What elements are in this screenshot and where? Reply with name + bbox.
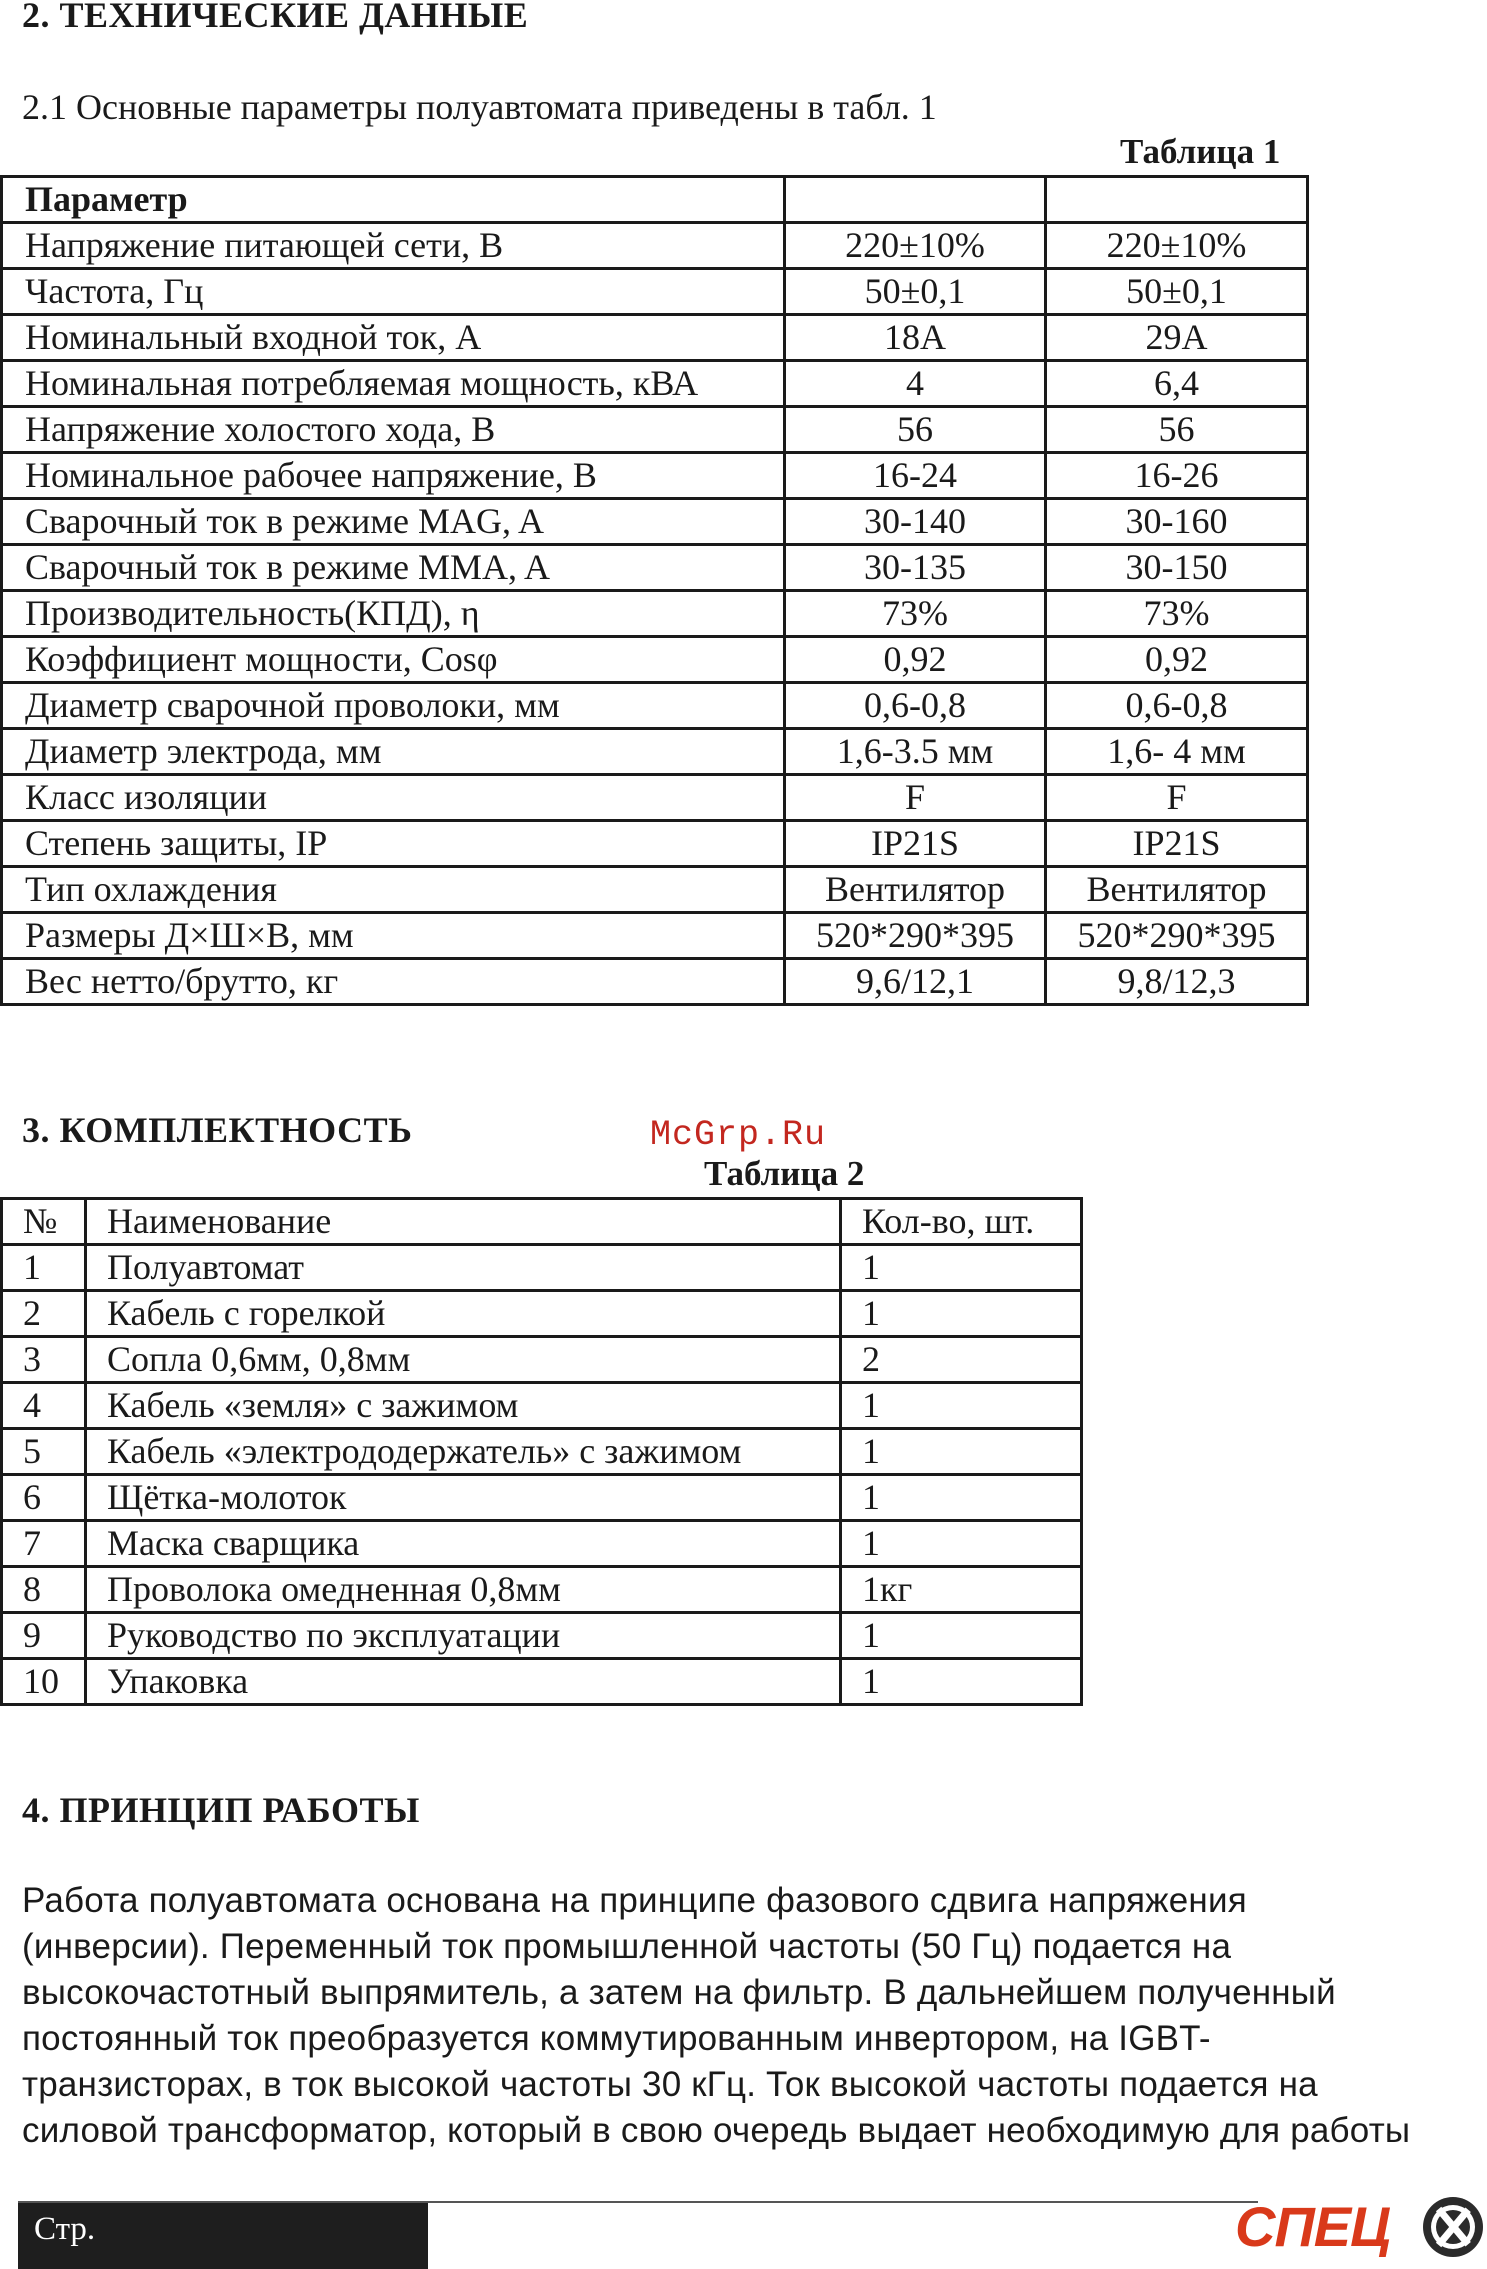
parameter-value: IP21S: [785, 821, 1046, 867]
table-row: [2, 683, 1308, 729]
parameter-name: Диаметр сварочной проволоки, мм: [2, 683, 785, 729]
parameter-name: Номинальная потребляемая мощность, кВА: [2, 361, 785, 407]
table-row: [2, 913, 1308, 959]
parameter-value: 16-26: [1046, 453, 1308, 499]
table-row: [2, 407, 1308, 453]
parameter-value: 0,6-0,8: [785, 683, 1046, 729]
table-header-row: [2, 1199, 1082, 1245]
header-cell: №: [2, 1199, 86, 1245]
item-name: Проволока омедненная 0,8мм: [86, 1567, 841, 1613]
parameter-value: 220±10%: [1046, 223, 1308, 269]
item-number: 1: [2, 1245, 86, 1291]
parameter-name: Класс изоляции: [2, 775, 785, 821]
item-name: Кабель «земля» с зажимом: [86, 1383, 841, 1429]
table-row: [2, 361, 1308, 407]
item-quantity: 1: [841, 1659, 1082, 1705]
header-cell: [1046, 177, 1308, 223]
parameter-name: Сварочный ток в режиме MAG, A: [2, 499, 785, 545]
parameter-value: 9,8/12,3: [1046, 959, 1308, 1005]
table-row: [2, 959, 1308, 1005]
wrench-gear-icon: [1420, 2194, 1486, 2260]
parameter-value: 520*290*395: [785, 913, 1046, 959]
technical-data-table: [0, 175, 1309, 1006]
section-3-title: 3. КОМПЛЕКТНОСТЬ: [22, 1110, 413, 1150]
table-row: [2, 499, 1308, 545]
parameter-value: IP21S: [1046, 821, 1308, 867]
parameter-value: 6,4: [1046, 361, 1308, 407]
table-row: [2, 867, 1308, 913]
parameter-value: 56: [785, 407, 1046, 453]
parameter-name: Размеры Д×Ш×В, мм: [2, 913, 785, 959]
parameter-name: Номинальный входной ток, А: [2, 315, 785, 361]
table-row: [2, 591, 1308, 637]
table-row: [2, 637, 1308, 683]
item-quantity: 1: [841, 1383, 1082, 1429]
parameter-value: 30-135: [785, 545, 1046, 591]
item-number: 5: [2, 1429, 86, 1475]
item-quantity: 1: [841, 1521, 1082, 1567]
item-name: Маска сварщика: [86, 1521, 841, 1567]
table-2-caption: Таблица 2: [704, 1154, 865, 1193]
brand-logo-text: СПЕЦ: [1235, 2195, 1390, 2258]
item-quantity: 2: [841, 1337, 1082, 1383]
parameter-name: Частота, Гц: [2, 269, 785, 315]
item-quantity: 1: [841, 1613, 1082, 1659]
parameter-value: 18А: [785, 315, 1046, 361]
table-row: [2, 1659, 1082, 1705]
parameter-value: 1,6- 4 мм: [1046, 729, 1308, 775]
item-name: Упаковка: [86, 1659, 841, 1705]
table-row: [2, 1337, 1082, 1383]
parameter-name: Напряжение холостого хода, В: [2, 407, 785, 453]
item-number: 2: [2, 1291, 86, 1337]
paragraph-line: транзисторах, в ток высокой частоты 30 кГц. Ток высокой частоты подается на: [22, 2065, 1318, 2104]
parameter-value: 520*290*395: [1046, 913, 1308, 959]
parameter-value: 50±0,1: [785, 269, 1046, 315]
parameter-name: Номинальное рабочее напряжение, В: [2, 453, 785, 499]
item-number: 3: [2, 1337, 86, 1383]
parameter-value: 56: [1046, 407, 1308, 453]
table-row: [2, 545, 1308, 591]
paragraph-line: силовой трансформатор, который в свою очередь выдает необходимую для работы: [22, 2111, 1411, 2150]
section-2-intro: 2.1 Основные параметры полуавтомата приведены в табл. 1: [22, 87, 937, 127]
item-quantity: 1кг: [841, 1567, 1082, 1613]
table-row: [2, 1475, 1082, 1521]
parameter-value: 30-150: [1046, 545, 1308, 591]
parameter-value: 0,92: [785, 637, 1046, 683]
item-number: 7: [2, 1521, 86, 1567]
item-number: 6: [2, 1475, 86, 1521]
table-row: [2, 1567, 1082, 1613]
parameter-value: Вентилятор: [1046, 867, 1308, 913]
parameter-name: Коэффициент мощности, Cosφ: [2, 637, 785, 683]
page-label: Стр.: [34, 2211, 96, 2247]
parameter-value: 50±0,1: [1046, 269, 1308, 315]
table-row: [2, 1521, 1082, 1567]
item-name: Руководство по эксплуатации: [86, 1613, 841, 1659]
item-name: Кабель «электрододержатель» с зажимом: [86, 1429, 841, 1475]
table-1-caption: Таблица 1: [1120, 132, 1281, 171]
item-quantity: 1: [841, 1245, 1082, 1291]
table-row: [2, 821, 1308, 867]
header-cell: Кол-во, шт.: [841, 1199, 1082, 1245]
paragraph-line: (инверсии). Переменный ток промышленной частоты (50 Гц) подается на: [22, 1927, 1232, 1966]
parameter-value: 9,6/12,1: [785, 959, 1046, 1005]
header-cell: Параметр: [2, 177, 785, 223]
table-row: [2, 775, 1308, 821]
parameter-name: Вес нетто/брутто, кг: [2, 959, 785, 1005]
parameter-value: 73%: [1046, 591, 1308, 637]
parameter-name: Напряжение питающей сети, В: [2, 223, 785, 269]
parameter-name: Производительность(КПД), η: [2, 591, 785, 637]
table-row: [2, 1383, 1082, 1429]
table-row: [2, 223, 1308, 269]
brand-logo: [1235, 2190, 1487, 2269]
parameter-value: 220±10%: [785, 223, 1046, 269]
table-row: [2, 269, 1308, 315]
item-name: Щётка-молоток: [86, 1475, 841, 1521]
item-number: 10: [2, 1659, 86, 1705]
watermark: McGrp.Ru: [650, 1115, 827, 1155]
page-number-box: [18, 2203, 428, 2269]
table-row: [2, 1429, 1082, 1475]
parameter-value: 0,92: [1046, 637, 1308, 683]
parameter-name: Диаметр электрода, мм: [2, 729, 785, 775]
section-2-title: 2. ТЕХНИЧЕСКИЕ ДАННЫЕ: [22, 0, 529, 35]
parameter-value: 30-140: [785, 499, 1046, 545]
section-4-title: 4. ПРИНЦИП РАБОТЫ: [22, 1790, 420, 1830]
parameter-value: F: [785, 775, 1046, 821]
item-quantity: 1: [841, 1475, 1082, 1521]
item-number: 9: [2, 1613, 86, 1659]
table-row: [2, 453, 1308, 499]
paragraph-line: высокочастотный выпрямитель, а затем на фильтр. В дальнейшем полученный: [22, 1973, 1336, 2012]
parameter-name: Степень защиты, IP: [2, 821, 785, 867]
package-contents-table: [0, 1197, 1083, 1706]
table-row: [2, 315, 1308, 361]
parameter-value: Вентилятор: [785, 867, 1046, 913]
parameter-value: 29А: [1046, 315, 1308, 361]
table-row: [2, 729, 1308, 775]
table-row: [2, 1291, 1082, 1337]
parameter-value: 4: [785, 361, 1046, 407]
table-row: [2, 1245, 1082, 1291]
parameter-value: 30-160: [1046, 499, 1308, 545]
parameter-name: Тип охлаждения: [2, 867, 785, 913]
item-quantity: 1: [841, 1291, 1082, 1337]
item-quantity: 1: [841, 1429, 1082, 1475]
operation-principle-text: [22, 1878, 1462, 2154]
table-row: [2, 1613, 1082, 1659]
item-name: Кабель с горелкой: [86, 1291, 841, 1337]
parameter-value: 73%: [785, 591, 1046, 637]
item-number: 8: [2, 1567, 86, 1613]
header-cell: [785, 177, 1046, 223]
item-number: 4: [2, 1383, 86, 1429]
table-header-row: [2, 177, 1308, 223]
item-name: Сопла 0,6мм, 0,8мм: [86, 1337, 841, 1383]
parameter-name: Сварочный ток в режиме MMA, A: [2, 545, 785, 591]
paragraph-line: Работа полуавтомата основана на принципе фазового сдвига напряжения: [22, 1881, 1247, 1920]
parameter-value: 0,6-0,8: [1046, 683, 1308, 729]
header-cell: Наименование: [86, 1199, 841, 1245]
parameter-value: 1,6-3.5 мм: [785, 729, 1046, 775]
item-name: Полуавтомат: [86, 1245, 841, 1291]
parameter-value: 16-24: [785, 453, 1046, 499]
paragraph-line: постоянный ток преобразуется коммутированным инвертором, на IGBT-: [22, 2019, 1211, 2058]
parameter-value: F: [1046, 775, 1308, 821]
